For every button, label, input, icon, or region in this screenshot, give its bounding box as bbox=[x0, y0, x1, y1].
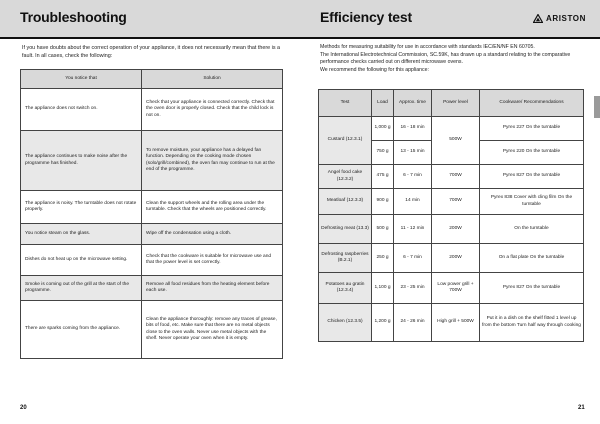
recommendation-cell: Pyrex 220 On the turntable bbox=[480, 141, 584, 165]
troubleshooting-intro: If you have doubts about the correct operation of your appliance, it does not necessarily mean that there is a fault. In all cases, check the following: bbox=[22, 45, 281, 59]
time-cell: 14 min bbox=[394, 189, 432, 215]
time-cell: 11 - 12 min bbox=[394, 215, 432, 244]
table-row bbox=[21, 224, 283, 245]
load-cell: 750 g bbox=[372, 141, 394, 165]
page-title-efficiency: Efficiency test bbox=[320, 9, 412, 25]
solution-cell: Clean the support wheels and the rolling area under the turntable. Check that the wheels are positioned correctly. bbox=[142, 191, 283, 224]
power-cell: Low power grill + 700W bbox=[432, 273, 480, 304]
brand-name: ARISTON bbox=[545, 14, 586, 23]
solution-cell: Check that the cookware is suitable for microwave use and that the power level is set correctly. bbox=[142, 245, 283, 276]
page-number-left: 20 bbox=[20, 405, 27, 411]
test-cell: Angel food cake (12.3.2) bbox=[319, 165, 372, 189]
time-cell: 6 - 7 min bbox=[394, 165, 432, 189]
table-header-row bbox=[319, 90, 584, 117]
table-row bbox=[21, 191, 283, 224]
table-row bbox=[21, 276, 283, 301]
col-header-notice: You notice that bbox=[21, 70, 142, 89]
table-row bbox=[21, 131, 283, 191]
time-cell: 6 - 7 min bbox=[394, 244, 432, 273]
recommendation-cell: On a flat plate On the turntable bbox=[480, 244, 584, 273]
table-row bbox=[21, 89, 283, 131]
col-header-time: Approx. time bbox=[394, 90, 432, 117]
table-row bbox=[319, 117, 584, 141]
solution-cell: To remove moisture, your appliance has a delayed fan function. Depending on the cooking mode chosen (solo/grill/combined), the oven fan may continue to run at the end of the programme. bbox=[142, 131, 283, 191]
table-row bbox=[319, 215, 584, 244]
power-cell: 700W bbox=[432, 165, 480, 189]
ariston-triangle-icon bbox=[533, 14, 543, 23]
table-row bbox=[319, 244, 584, 273]
table-row bbox=[319, 273, 584, 304]
notice-cell: Smoke is coming out of the grill at the start of the programme. bbox=[21, 276, 142, 301]
test-cell: Meatloaf (12.3.3) bbox=[319, 189, 372, 215]
recommendation-cell: Pyrex 827 On the turntable bbox=[480, 273, 584, 304]
load-cell: 1,200 g bbox=[372, 304, 394, 342]
test-cell: Custard (12.3.1) bbox=[319, 117, 372, 165]
brand-logo bbox=[533, 14, 586, 23]
efficiency-table bbox=[318, 89, 584, 342]
time-cell: 23 - 25 min bbox=[394, 273, 432, 304]
efficiency-intro bbox=[320, 44, 584, 74]
table-row bbox=[21, 301, 283, 359]
intro-line: Methods for measuring suitability for use in accordance with standards IEC/EN/NF EN 60705. bbox=[320, 44, 535, 50]
header-rule-left bbox=[0, 37, 300, 39]
intro-line: The International Electrotechnical Commission, SC.59K, has drawn up a standard relating to the comparative performance checks carried out on different microwave ovens. bbox=[320, 51, 571, 66]
solution-cell: Clean the appliance thoroughly: remove any traces of grease, bits of food, etc. Make sure that there are no metal objects close to the oven walls. Never use metal objects with the shelf. Never operate your oven when it is empty. bbox=[142, 301, 283, 359]
recommendation-cell: Put it in a dish on the shelf fitted 1 level up from the bottom Turn half way through cooking bbox=[480, 304, 584, 342]
power-cell: 200W bbox=[432, 244, 480, 273]
table-header-row bbox=[21, 70, 283, 89]
test-cell: Chicken (12.3.5) bbox=[319, 304, 372, 342]
recommendation-cell: On the turntable bbox=[480, 215, 584, 244]
notice-cell: You notice steam on the glass. bbox=[21, 224, 142, 245]
load-cell: 475 g bbox=[372, 165, 394, 189]
side-tab-marker bbox=[594, 96, 600, 118]
load-cell: 900 g bbox=[372, 189, 394, 215]
col-header-load: Load bbox=[372, 90, 394, 117]
table-row bbox=[319, 304, 584, 342]
notice-cell: The appliance is noisy. The turntable does not rotate properly. bbox=[21, 191, 142, 224]
load-cell: 500 g bbox=[372, 215, 394, 244]
troubleshooting-table bbox=[20, 69, 283, 359]
recommendation-cell: Pyrex 227 On the turntable bbox=[480, 117, 584, 141]
table-row bbox=[319, 165, 584, 189]
power-cell: High grill + 500W bbox=[432, 304, 480, 342]
page-title-troubleshooting: Troubleshooting bbox=[20, 9, 127, 25]
time-cell: 24 - 26 min bbox=[394, 304, 432, 342]
col-header-test: Test bbox=[319, 90, 372, 117]
time-cell: 13 - 15 min bbox=[394, 141, 432, 165]
recommendation-cell: Pyrex 827 On the turntable bbox=[480, 165, 584, 189]
notice-cell: Dishes do not heat up on the microwave setting. bbox=[21, 245, 142, 276]
notice-cell: The appliance does not switch on. bbox=[21, 89, 142, 131]
time-cell: 16 - 18 min bbox=[394, 117, 432, 141]
solution-cell: Check that your appliance is connected correctly. Check that the oven door is properly closed. Check that the child lock is not on. bbox=[142, 89, 283, 131]
col-header-recommendations: Cookware/ Recommendations bbox=[480, 90, 584, 117]
load-cell: 250 g bbox=[372, 244, 394, 273]
test-cell: Defrosting raspberries (B.2.1) bbox=[319, 244, 372, 273]
notice-cell: The appliance continues to make noise after the programme has finished. bbox=[21, 131, 142, 191]
solution-cell: Wipe off the condensation using a cloth. bbox=[142, 224, 283, 245]
table-row bbox=[21, 245, 283, 276]
load-cell: 1,100 g bbox=[372, 273, 394, 304]
power-cell: 700W bbox=[432, 189, 480, 215]
test-cell: Potatoes au gratin (12.3.4) bbox=[319, 273, 372, 304]
col-header-power: Power level bbox=[432, 90, 480, 117]
table-row bbox=[319, 189, 584, 215]
col-header-solution: Solution bbox=[142, 70, 283, 89]
header-rule-right bbox=[300, 37, 600, 39]
recommendation-cell: Pyrex 838 Cover with cling film On the turntable bbox=[480, 189, 584, 215]
page-number-right: 21 bbox=[578, 405, 585, 411]
power-cell: 500W bbox=[432, 117, 480, 165]
load-cell: 1,000 g bbox=[372, 117, 394, 141]
intro-line: We recommend the following for this appliance: bbox=[320, 66, 429, 73]
notice-cell: There are sparks coming from the appliance. bbox=[21, 301, 142, 359]
test-cell: Defrosting meat (13.3) bbox=[319, 215, 372, 244]
solution-cell: Remove all food residues from the heating element before each use. bbox=[142, 276, 283, 301]
power-cell: 200W bbox=[432, 215, 480, 244]
